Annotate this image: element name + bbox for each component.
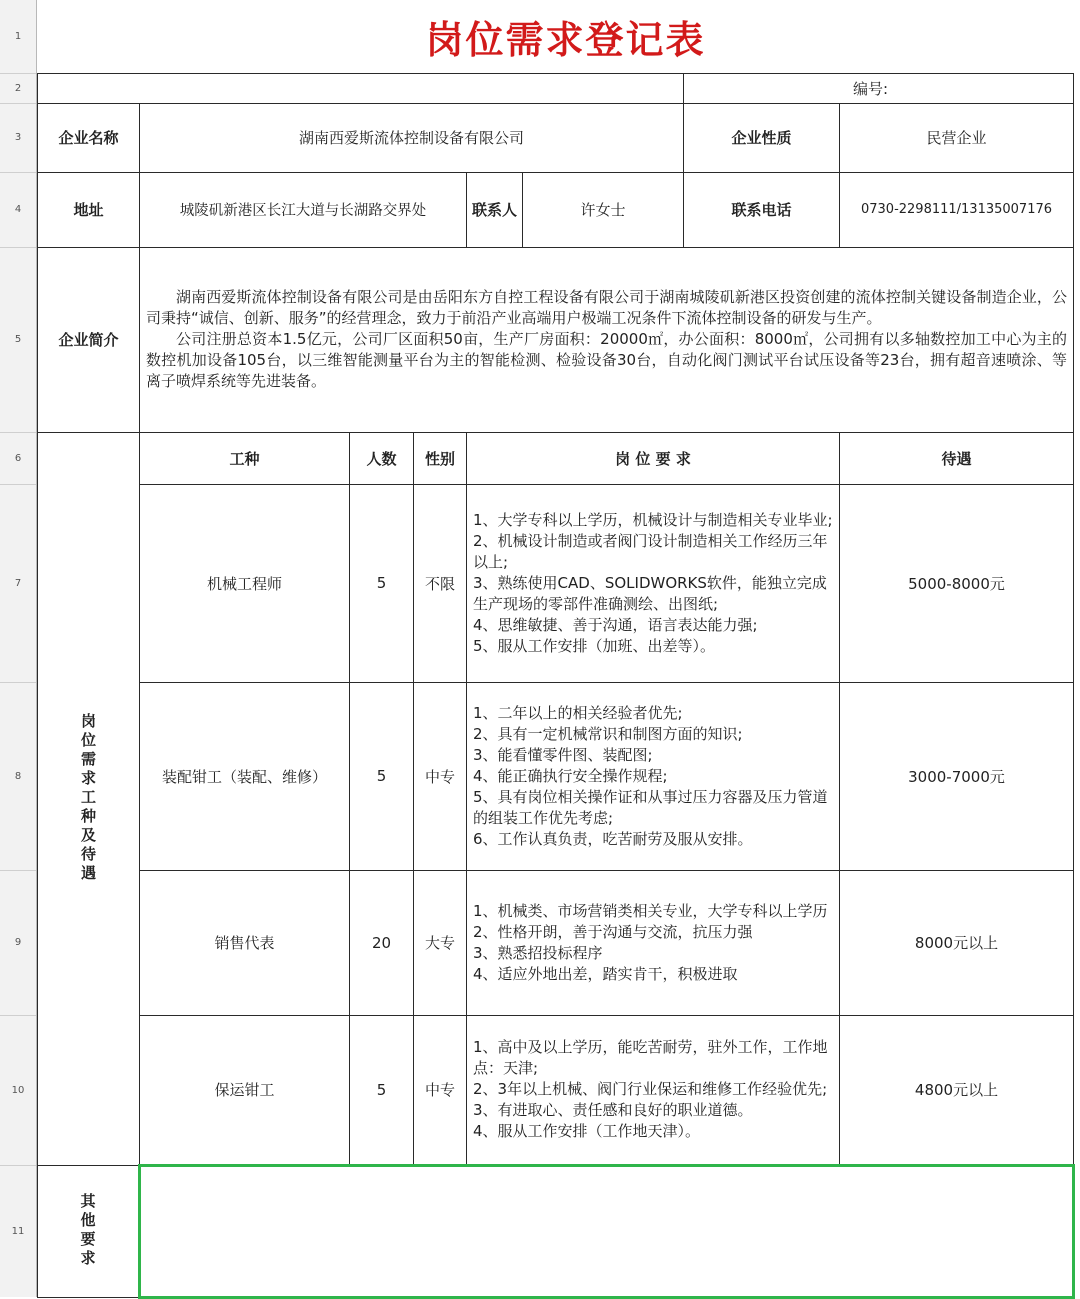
- requirement-line: 3、熟悉招投标程序: [473, 943, 603, 962]
- job-row: [38, 870, 1074, 1015]
- job-type-cell[interactable]: 机械工程师: [140, 484, 350, 682]
- job-gender-cell[interactable]: 大专: [414, 870, 467, 1015]
- job-row: [38, 682, 1074, 870]
- job-gender-cell[interactable]: 中专: [414, 1015, 467, 1165]
- job-salary-cell[interactable]: 5000-8000元: [840, 484, 1074, 682]
- job-salary-cell[interactable]: 8000元以上: [840, 870, 1074, 1015]
- job-salary-cell[interactable]: 3000-7000元: [840, 682, 1074, 870]
- job-type-cell[interactable]: 销售代表: [140, 870, 350, 1015]
- jobs-section-label: [38, 432, 140, 1165]
- row-number[interactable]: 3: [0, 103, 36, 173]
- header-requirements: 岗 位 要 求: [467, 432, 840, 484]
- job-count-cell[interactable]: 20: [350, 870, 414, 1015]
- job-gender-cell[interactable]: 中专: [414, 682, 467, 870]
- intro-value[interactable]: [140, 247, 1074, 432]
- phone-value[interactable]: 0730-2298111/13135007176: [840, 172, 1074, 247]
- requirement-line: 2、性格开朗，善于沟通与交流，抗压力强: [473, 922, 753, 941]
- row-number[interactable]: 5: [0, 247, 36, 433]
- contact-label: 联系人: [467, 172, 523, 247]
- other-requirements-input[interactable]: [140, 1165, 1074, 1297]
- company-name-label: 企业名称: [38, 103, 140, 172]
- row-number[interactable]: 4: [0, 172, 36, 248]
- requirement-line: 1、高中及以上学历，能吃苦耐劳，驻外工作，工作地点：天津;: [473, 1038, 828, 1077]
- job-count-cell[interactable]: 5: [350, 484, 414, 682]
- job-count-cell[interactable]: 5: [350, 1015, 414, 1165]
- requirement-line: 4、能正确执行安全操作规程;: [473, 766, 668, 785]
- header-job-type: 工种: [140, 432, 350, 484]
- phone-label: 联系电话: [684, 172, 840, 247]
- job-registration-form: [37, 0, 1075, 1299]
- requirement-line: 5、具有岗位相关操作证和从事过压力容器及压力管道的组装工作优先考虑;: [473, 787, 828, 827]
- row-number[interactable]: 1: [0, 0, 36, 74]
- job-type-cell[interactable]: 装配钳工（装配、维修）: [140, 682, 350, 870]
- other-requirements-label: [38, 1165, 140, 1297]
- job-requirements-cell[interactable]: [467, 682, 840, 870]
- row-number[interactable]: 8: [0, 682, 36, 871]
- intro-paragraph: 公司注册总资本1.5亿元，公司厂区面积50亩，生产厂房面积：20000㎡，办公面积：8000㎡，公司拥有以多轴数控加工中心为主的数控机加设备105台，以三维智能测量平台为主的智能检测、检验设备30台，自动化阀门测试平台试压设备等23台，拥有超音速喷涂、等离子喷焊系统等先进装备。: [146, 330, 1068, 390]
- requirement-line: 4、服从工作安排（工作地天津）。: [473, 1122, 701, 1140]
- serial-number-label[interactable]: 编号:: [684, 73, 1074, 103]
- requirement-line: 2、机械设计制造或者阀门设计制造相关工作经历三年以上;: [473, 531, 828, 571]
- intro-paragraph: 湖南西爱斯流体控制设备有限公司是由岳阳东方自控工程设备有限公司于湖南城陵矶新港区投资创建的流体控制关键设备制造企业，公司秉持“诚信、创新、服务”的经营理念，致力于前沿产业高端用户极端工况条件下流体控制设备的研发与生产。: [146, 288, 1068, 327]
- row-number[interactable]: 6: [0, 432, 36, 485]
- job-row: [38, 1015, 1074, 1165]
- job-requirements-cell[interactable]: [467, 1015, 840, 1165]
- intro-label: 企业简介: [38, 247, 140, 432]
- requirement-line: 1、二年以上的相关经验者优先;: [473, 703, 683, 722]
- contact-value[interactable]: 许女士: [523, 172, 684, 247]
- requirement-line: 1、机械类、市场营销类相关专业，大学专科以上学历: [473, 901, 828, 920]
- blank-cell[interactable]: [38, 73, 684, 103]
- company-name-value[interactable]: 湖南西爱斯流体控制设备有限公司: [140, 103, 684, 172]
- requirement-line: 1、大学专科以上学历，机械设计与制造相关专业毕业;: [473, 510, 833, 529]
- page-title: 岗位需求登记表: [425, 17, 706, 62]
- job-requirements-cell[interactable]: [467, 870, 840, 1015]
- requirement-line: 6、工作认真负责，吃苦耐劳及服从安排。: [473, 829, 753, 848]
- requirement-line: 3、有进取心、责任感和良好的职业道德。: [473, 1101, 753, 1119]
- row-number[interactable]: 9: [0, 870, 36, 1016]
- job-row: [38, 484, 1074, 682]
- header-gender: 性别: [414, 432, 467, 484]
- jobs-section-text: 岗位需求工种及待遇: [79, 713, 97, 884]
- row-number[interactable]: 7: [0, 484, 36, 683]
- header-count: 人数: [350, 432, 414, 484]
- requirement-line: 3、熟练使用CAD、SOLIDWORKS软件，能独立完成生产现场的零部件准确测绘、出图纸;: [473, 573, 827, 613]
- company-nature-value[interactable]: 民营企业: [840, 103, 1074, 172]
- requirement-line: 5、服从工作安排（加班、出差等）。: [473, 636, 716, 655]
- row-header-column: [0, 0, 37, 1297]
- job-gender-cell[interactable]: 不限: [414, 484, 467, 682]
- title-cell[interactable]: [38, 0, 1074, 73]
- row-number[interactable]: 2: [0, 73, 36, 104]
- row-number[interactable]: 11: [11, 1225, 25, 1237]
- job-requirements-cell[interactable]: [467, 484, 840, 682]
- address-label: 地址: [38, 172, 140, 247]
- requirement-line: 4、适应外地出差，踏实肯干，积极进取: [473, 964, 738, 983]
- requirement-line: 2、3年以上机械、阀门行业保运和维修工作经验优先;: [473, 1080, 828, 1098]
- job-salary-cell[interactable]: 4800元以上: [840, 1015, 1074, 1165]
- requirement-line: 2、具有一定机械常识和制图方面的知识;: [473, 724, 743, 743]
- other-requirements-text: 其他要求: [78, 1193, 97, 1269]
- address-value[interactable]: 城陵矶新港区长江大道与长湖路交界处: [140, 172, 467, 247]
- requirement-line: 4、思维敏捷、善于沟通，语言表达能力强;: [473, 615, 758, 634]
- header-salary: 待遇: [840, 432, 1074, 484]
- company-nature-label: 企业性质: [684, 103, 840, 172]
- row-number[interactable]: 10: [0, 1015, 36, 1166]
- job-count-cell[interactable]: 5: [350, 682, 414, 870]
- requirement-line: 3、能看懂零件图、装配图;: [473, 745, 653, 764]
- job-type-cell[interactable]: 保运钳工: [140, 1015, 350, 1165]
